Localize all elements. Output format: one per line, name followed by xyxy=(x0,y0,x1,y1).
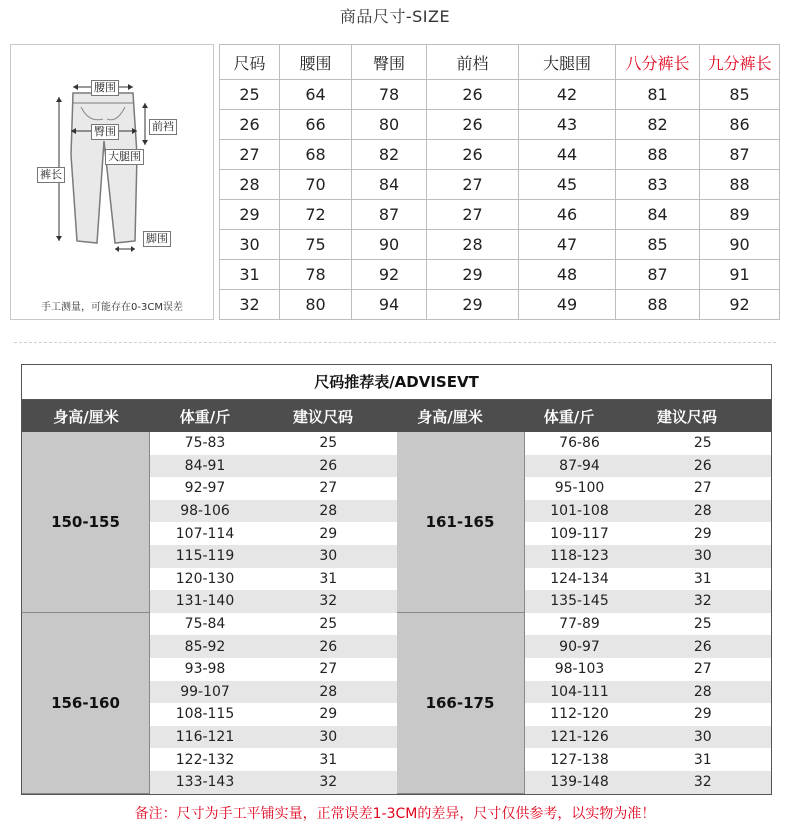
suggested-size-cell: 26 xyxy=(693,638,712,655)
size-cell: 48 xyxy=(519,260,616,290)
recommendation-header-cell: 身高/厘米 xyxy=(53,407,119,426)
size-cell: 91 xyxy=(700,260,780,290)
weight-cell: 133-143 xyxy=(175,774,235,791)
size-cell: 29 xyxy=(427,290,519,320)
height-range-cell: 156-160 xyxy=(22,613,150,794)
size-cell: 27 xyxy=(427,170,519,200)
size-cell: 92 xyxy=(700,290,780,320)
suggested-size-cell: 27 xyxy=(319,480,338,497)
size-header-cell: 九分裤长 xyxy=(700,45,780,80)
list-item xyxy=(150,748,397,771)
size-cell: 28 xyxy=(427,230,519,260)
weight-cell: 120-130 xyxy=(175,570,235,587)
weight-cell: 98-106 xyxy=(180,503,230,520)
weight-cell: 85-92 xyxy=(184,638,226,655)
list-item xyxy=(525,658,772,681)
size-cell: 85 xyxy=(616,230,700,260)
suggested-size-cell: 26 xyxy=(319,638,338,655)
suggested-size-cell: 27 xyxy=(693,480,712,497)
suggested-size-cell: 31 xyxy=(693,751,712,768)
weight-cell: 127-138 xyxy=(550,751,609,768)
weight-cell: 116-121 xyxy=(175,729,235,746)
list-item xyxy=(525,771,772,794)
size-cell: 26 xyxy=(427,80,519,110)
weight-cell: 118-123 xyxy=(550,548,609,565)
size-cell: 88 xyxy=(616,140,700,170)
size-cell: 27 xyxy=(427,200,519,230)
table-row xyxy=(220,290,780,320)
suggested-size-cell: 25 xyxy=(693,616,712,633)
suggested-size-cell: 29 xyxy=(319,706,338,723)
suggested-size-cell: 30 xyxy=(693,729,712,746)
height-range-cell: 150-155 xyxy=(22,432,150,613)
size-cell: 89 xyxy=(700,200,780,230)
size-cell: 29 xyxy=(427,260,519,290)
list-item xyxy=(150,590,397,613)
table-row xyxy=(220,170,780,200)
weight-cell: 124-134 xyxy=(550,570,609,587)
size-cell: 70 xyxy=(280,170,352,200)
list-item xyxy=(150,477,397,500)
table-row xyxy=(220,110,780,140)
suggested-size-cell: 29 xyxy=(319,525,338,542)
list-item xyxy=(525,748,772,771)
height-group xyxy=(22,432,771,613)
hip-label: 臀围 xyxy=(91,124,119,140)
size-cell: 82 xyxy=(616,110,700,140)
height-group xyxy=(22,613,771,794)
size-cell: 66 xyxy=(280,110,352,140)
size-cell: 88 xyxy=(616,290,700,320)
suggested-size-cell: 28 xyxy=(693,683,712,700)
weight-cell: 87-94 xyxy=(559,457,600,474)
list-item xyxy=(525,522,772,545)
size-cell: 92 xyxy=(352,260,427,290)
size-cell: 28 xyxy=(220,170,280,200)
size-cell: 80 xyxy=(280,290,352,320)
list-item xyxy=(150,613,397,636)
section-divider xyxy=(14,342,776,343)
front-rise-label: 前裆 xyxy=(149,119,177,135)
footnote: 备注：尺寸为手工平铺实量，正常误差1-3CM的差异，尺寸仅供参考，以实物为准！ xyxy=(134,806,656,822)
suggested-size-cell: 32 xyxy=(319,774,338,791)
size-cell: 88 xyxy=(700,170,780,200)
height-range-cell: 166-175 xyxy=(397,613,525,794)
suggested-size-cell: 32 xyxy=(693,774,712,791)
size-table xyxy=(219,44,780,320)
size-cell: 78 xyxy=(280,260,352,290)
size-header-cell: 前档 xyxy=(427,45,519,80)
size-cell: 68 xyxy=(280,140,352,170)
suggested-size-cell: 26 xyxy=(319,457,338,474)
size-cell: 45 xyxy=(519,170,616,200)
suggested-size-cell: 30 xyxy=(319,729,338,746)
weight-cell: 131-140 xyxy=(175,593,235,610)
weight-cell: 99-107 xyxy=(180,683,230,700)
weight-cell: 95-100 xyxy=(554,480,605,497)
size-cell: 32 xyxy=(220,290,280,320)
size-header-cell: 臀围 xyxy=(352,45,427,80)
suggested-size-cell: 29 xyxy=(693,525,712,542)
list-item xyxy=(525,568,772,591)
weight-cell: 121-126 xyxy=(550,729,609,746)
suggested-size-cell: 25 xyxy=(319,435,338,452)
list-item xyxy=(150,703,397,726)
size-cell: 44 xyxy=(519,140,616,170)
list-item xyxy=(150,681,397,704)
size-cell: 42 xyxy=(519,80,616,110)
list-item xyxy=(525,613,772,636)
list-item xyxy=(150,635,397,658)
size-header-cell: 八分裤长 xyxy=(616,45,700,80)
recommendation-title: 尺码推荐表/ADVISEVT xyxy=(22,365,771,400)
size-header-cell: 大腿围 xyxy=(519,45,616,80)
weight-cell: 115-119 xyxy=(175,548,235,565)
list-item xyxy=(525,500,772,523)
suggested-size-cell: 31 xyxy=(693,570,712,587)
weight-cell: 101-108 xyxy=(550,503,609,520)
weight-cell: 139-148 xyxy=(550,774,609,791)
size-cell: 87 xyxy=(700,140,780,170)
size-cell: 25 xyxy=(220,80,280,110)
list-item xyxy=(150,500,397,523)
list-item xyxy=(150,455,397,478)
list-item xyxy=(525,477,772,500)
size-cell: 26 xyxy=(427,110,519,140)
recommendation-header-cell: 建议尺码 xyxy=(292,407,353,426)
size-cell: 82 xyxy=(352,140,427,170)
list-item xyxy=(525,432,772,455)
size-header-cell: 尺码 xyxy=(220,45,280,80)
weight-cell: 75-84 xyxy=(184,616,226,633)
size-cell: 78 xyxy=(352,80,427,110)
table-row xyxy=(220,260,780,290)
size-cell: 43 xyxy=(519,110,616,140)
suggested-size-cell: 32 xyxy=(693,593,712,610)
size-cell: 31 xyxy=(220,260,280,290)
size-title: 商品尺寸-SIZE xyxy=(339,7,451,26)
size-cell: 72 xyxy=(280,200,352,230)
list-item xyxy=(150,568,397,591)
list-item xyxy=(150,771,397,794)
suggested-size-cell: 30 xyxy=(319,548,338,565)
suggested-size-cell: 25 xyxy=(319,616,338,633)
size-cell: 87 xyxy=(616,260,700,290)
height-block xyxy=(397,432,772,613)
list-item xyxy=(525,635,772,658)
height-block xyxy=(22,432,397,613)
size-cell: 27 xyxy=(220,140,280,170)
recommendation-header-cell: 建议尺码 xyxy=(656,407,717,426)
suggested-size-cell: 25 xyxy=(693,435,712,452)
list-item xyxy=(150,726,397,749)
recommendation-header-cell: 身高/厘米 xyxy=(417,407,483,426)
size-cell: 47 xyxy=(519,230,616,260)
size-cell: 30 xyxy=(220,230,280,260)
height-block xyxy=(397,613,772,794)
size-cell: 49 xyxy=(519,290,616,320)
suggested-size-cell: 30 xyxy=(693,548,712,565)
suggested-size-cell: 27 xyxy=(693,661,712,678)
table-row xyxy=(220,200,780,230)
list-item xyxy=(525,590,772,613)
pants-measurement-diagram xyxy=(10,44,214,320)
weight-cell: 98-103 xyxy=(554,661,605,678)
weight-cell: 77-89 xyxy=(559,616,600,633)
size-cell: 94 xyxy=(352,290,427,320)
size-cell: 64 xyxy=(280,80,352,110)
suggested-size-cell: 28 xyxy=(693,503,712,520)
suggested-size-cell: 31 xyxy=(319,570,338,587)
size-cell: 29 xyxy=(220,200,280,230)
weight-cell: 92-97 xyxy=(184,480,226,497)
size-cell: 26 xyxy=(427,140,519,170)
table-row xyxy=(220,230,780,260)
waist-label: 腰围 xyxy=(91,80,119,96)
size-cell: 83 xyxy=(616,170,700,200)
height-range-cell: 161-165 xyxy=(397,432,525,613)
size-cell: 84 xyxy=(352,170,427,200)
size-cell: 46 xyxy=(519,200,616,230)
height-block xyxy=(22,613,397,794)
recommendation-header xyxy=(22,400,771,432)
size-cell: 75 xyxy=(280,230,352,260)
list-item xyxy=(525,703,772,726)
weight-cell: 76-86 xyxy=(559,435,600,452)
list-item xyxy=(525,545,772,568)
suggested-size-cell: 26 xyxy=(693,457,712,474)
size-cell: 90 xyxy=(700,230,780,260)
recommendation-header-cell: 体重/斤 xyxy=(179,407,231,426)
table-row xyxy=(220,80,780,110)
table-row xyxy=(220,140,780,170)
list-item xyxy=(150,545,397,568)
size-cell: 81 xyxy=(616,80,700,110)
size-cell: 90 xyxy=(352,230,427,260)
size-recommendation-table xyxy=(21,364,772,795)
suggested-size-cell: 31 xyxy=(319,751,338,768)
suggested-size-cell: 32 xyxy=(319,593,338,610)
list-item xyxy=(150,658,397,681)
weight-cell: 104-111 xyxy=(550,683,609,700)
list-item xyxy=(150,432,397,455)
size-cell: 80 xyxy=(352,110,427,140)
weight-cell: 108-115 xyxy=(175,706,235,723)
weight-cell: 90-97 xyxy=(559,638,600,655)
size-cell: 85 xyxy=(700,80,780,110)
size-cell: 84 xyxy=(616,200,700,230)
hem-label: 脚围 xyxy=(143,231,171,247)
weight-cell: 93-98 xyxy=(184,661,226,678)
weight-cell: 109-117 xyxy=(550,525,609,542)
thigh-label: 大腿围 xyxy=(105,149,144,165)
list-item xyxy=(150,522,397,545)
list-item xyxy=(525,726,772,749)
list-item xyxy=(525,455,772,478)
size-table-header xyxy=(220,45,780,80)
size-cell: 87 xyxy=(352,200,427,230)
weight-cell: 107-114 xyxy=(175,525,235,542)
suggested-size-cell: 28 xyxy=(319,683,338,700)
weight-cell: 122-132 xyxy=(175,751,235,768)
size-header-cell: 腰围 xyxy=(280,45,352,80)
list-item xyxy=(525,681,772,704)
suggested-size-cell: 27 xyxy=(319,661,338,678)
weight-cell: 135-145 xyxy=(550,593,609,610)
size-cell: 86 xyxy=(700,110,780,140)
measurement-note: 手工测量，可能存在0-3CM误差 xyxy=(41,302,183,313)
weight-cell: 84-91 xyxy=(184,457,226,474)
weight-cell: 75-83 xyxy=(184,435,226,452)
length-label: 裤长 xyxy=(37,167,65,183)
weight-cell: 112-120 xyxy=(550,706,609,723)
size-cell: 26 xyxy=(220,110,280,140)
suggested-size-cell: 29 xyxy=(693,706,712,723)
suggested-size-cell: 28 xyxy=(319,503,338,520)
recommendation-header-cell: 体重/斤 xyxy=(543,407,595,426)
